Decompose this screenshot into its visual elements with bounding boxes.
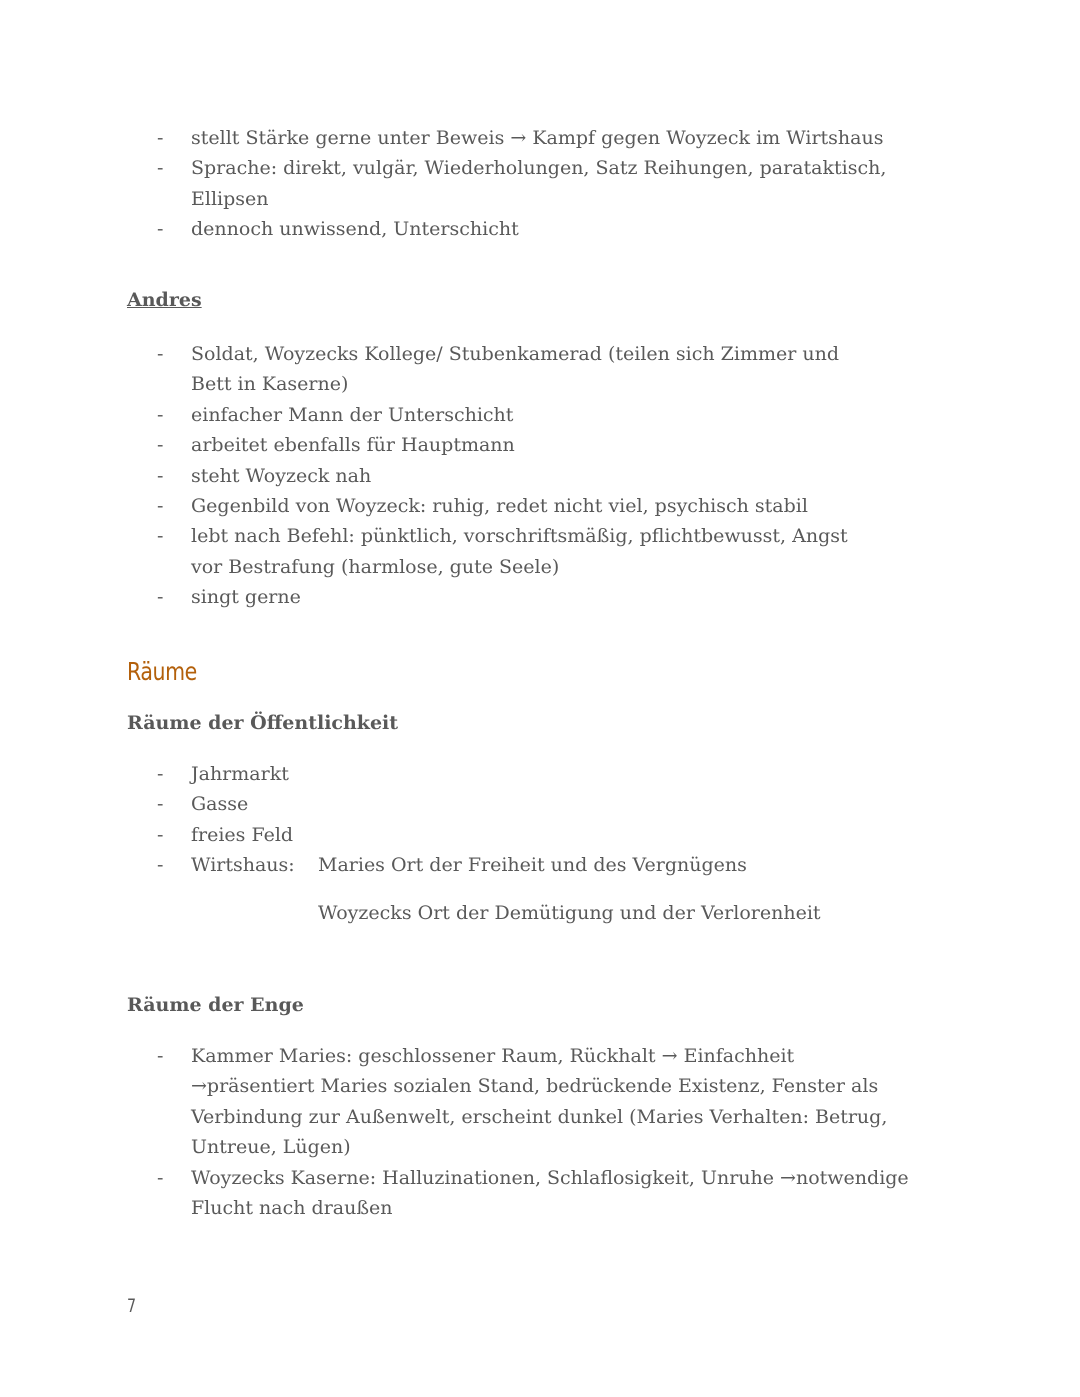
bullet-dash: - (157, 403, 164, 426)
list-item-wirtshaus (0, 850, 1080, 880)
bullet-dash: - (157, 343, 164, 365)
bullet-dash: - (157, 586, 164, 609)
list-item-text: freies Feld (191, 823, 294, 846)
list-item-text: Sprache: direkt, vulgär, Wiederholungen, Satz Reihungen, parataktisch, Ellipsen (191, 157, 887, 210)
list-item (0, 789, 1080, 819)
bullet-dash: - (157, 1166, 164, 1189)
raeume-section-heading: Räume (127, 657, 197, 686)
list-item (0, 820, 1080, 850)
bullet-dash: - (157, 464, 164, 487)
list-item-text: Kammer Maries: geschlossener Raum, Rückhalt → Einfachheit →präsentiert Maries sozialen Stand, bedrückende Existenz, Fenster als Verbindung zur Außenwelt, erscheint dunkel (Maries Verhalten: Betrug, Untreue, Lügen) (191, 1045, 888, 1159)
list-item (0, 1041, 1080, 1163)
bullet-dash: - (157, 495, 164, 518)
list-item-text: einfacher Mann der Unterschicht (191, 403, 514, 426)
intro-list (0, 123, 1080, 245)
list-item (0, 491, 1080, 521)
bullet-dash: - (157, 793, 164, 816)
list-item (0, 430, 1080, 460)
list-item-text: steht Woyzeck nah (191, 464, 372, 487)
list-item (0, 214, 1080, 244)
bullet-dash: - (157, 127, 164, 149)
list-item-text: Woyzecks Kaserne: Halluzinationen, Schlaflosigkeit, Unruhe →notwendige Flucht nach draußen (191, 1166, 909, 1220)
list-item (0, 461, 1080, 491)
wirtshaus-label: Wirtshaus: (191, 854, 295, 877)
wirtshaus-text-woyzeck: Woyzecks Ort der Demütigung und der Verlorenheit (318, 902, 821, 924)
list-item-text: lebt nach Befehl: pünktlich, vorschriftsmäßig, pflichtbewusst, Angst vor Bestrafung (harmlose, gute Seele) (191, 525, 848, 578)
list-item (0, 582, 1080, 612)
bullet-dash: - (157, 854, 164, 877)
list-item-text: Gasse (191, 793, 249, 816)
andres-heading: Andres (127, 289, 202, 311)
wirtshaus-text-marie: Maries Ort der Freiheit und des Vergnügens (318, 854, 747, 877)
list-item-text: dennoch unwissend, Unterschicht (191, 218, 519, 241)
page-number: 7 (127, 1295, 137, 1317)
list-item-text: arbeitet ebenfalls für Hauptmann (191, 434, 515, 457)
list-item-text: stellt Stärke gerne unter Beweis → Kampf gegen Woyzeck im Wirtshaus (191, 127, 884, 149)
list-item-text: Gegenbild von Woyzeck: ruhig, redet nicht viel, psychisch stabil (191, 495, 808, 518)
list-item (0, 400, 1080, 430)
oeffentlichkeit-heading: Räume der Öffentlichkeit (127, 712, 399, 734)
bullet-dash: - (157, 1045, 164, 1067)
list-item (0, 339, 1080, 400)
enge-list (0, 1041, 1080, 1223)
list-item-text: Jahrmarkt (191, 763, 289, 785)
list-item-text: Soldat, Woyzecks Kollege/ Stubenkamerad (teilen sich Zimmer und Bett in Kaserne) (191, 343, 839, 396)
list-item (0, 153, 1080, 214)
bullet-dash: - (157, 525, 164, 548)
bullet-dash: - (157, 157, 164, 180)
oeffentlichkeit-list (0, 759, 1080, 881)
list-item (0, 123, 1080, 153)
bullet-dash: - (157, 763, 164, 785)
enge-heading: Räume der Enge (127, 994, 304, 1016)
andres-list (0, 339, 1080, 613)
list-item (0, 1163, 1080, 1224)
bullet-dash: - (157, 218, 164, 241)
bullet-dash: - (157, 434, 164, 457)
list-item-text: singt gerne (191, 586, 301, 609)
list-item (0, 521, 1080, 582)
list-item (0, 759, 1080, 789)
bullet-dash: - (157, 823, 164, 846)
